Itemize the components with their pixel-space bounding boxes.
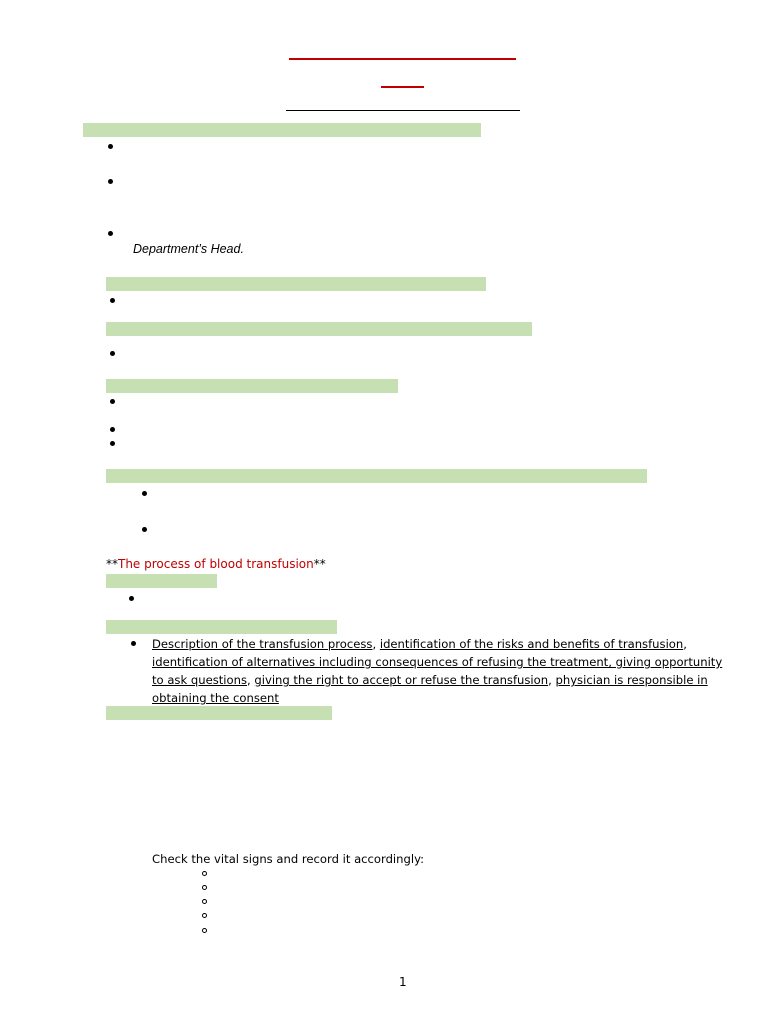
consent-separator: , xyxy=(247,673,255,687)
bullet xyxy=(142,527,147,532)
vital-sign-item xyxy=(202,928,207,933)
department-head-text: Department’s Head. xyxy=(133,242,244,256)
bullet xyxy=(110,351,115,356)
bullet xyxy=(142,491,147,496)
process-heading-prefix: ** xyxy=(106,557,118,571)
section-heading-highlight xyxy=(106,620,337,634)
consent-separator: , xyxy=(372,637,380,651)
consent-part: Description of the transfusion process xyxy=(152,637,373,651)
vital-sign-item xyxy=(202,899,207,904)
consent-part: identification of alternatives including consequences of refusing the treatment, giving opportunity to ask questions xyxy=(152,655,723,687)
bullet xyxy=(131,641,136,646)
section-heading-highlight xyxy=(106,322,532,336)
section-heading-highlight xyxy=(106,574,217,588)
vital-sign-item xyxy=(202,885,207,890)
bullet xyxy=(110,399,115,404)
consent-bullet-text xyxy=(152,635,732,707)
vital-sign-item xyxy=(202,871,207,876)
bullet xyxy=(108,179,113,184)
bullet xyxy=(129,596,134,601)
vital-signs-label: Check the vital signs and record it accordingly: xyxy=(152,852,425,866)
section-heading-highlight xyxy=(106,706,332,720)
consent-part: physician is responsible in obtaining the consent xyxy=(152,673,708,705)
bullet xyxy=(110,298,115,303)
bullet xyxy=(110,427,115,432)
process-heading-title: The process of blood transfusion xyxy=(118,557,314,571)
section-heading-highlight xyxy=(106,469,647,483)
bullet xyxy=(108,231,113,236)
consent-part: giving the right to accept or refuse the transfusion xyxy=(254,673,549,687)
section-heading-highlight xyxy=(83,123,481,137)
section-heading-highlight xyxy=(106,277,486,291)
process-heading xyxy=(106,557,326,572)
vital-sign-item xyxy=(202,913,207,918)
consent-separator: , xyxy=(683,637,687,651)
page-number: 1 xyxy=(399,975,407,989)
section-heading-highlight xyxy=(106,379,398,393)
bullet xyxy=(108,144,113,149)
consent-part: identification of the risks and benefits of transfusion xyxy=(379,637,684,651)
process-heading-suffix: ** xyxy=(313,557,326,571)
heading-underline xyxy=(286,110,520,111)
title-line xyxy=(289,58,516,60)
subtitle-line xyxy=(381,86,424,88)
bullet xyxy=(110,441,115,446)
consent-separator: , xyxy=(548,673,556,687)
